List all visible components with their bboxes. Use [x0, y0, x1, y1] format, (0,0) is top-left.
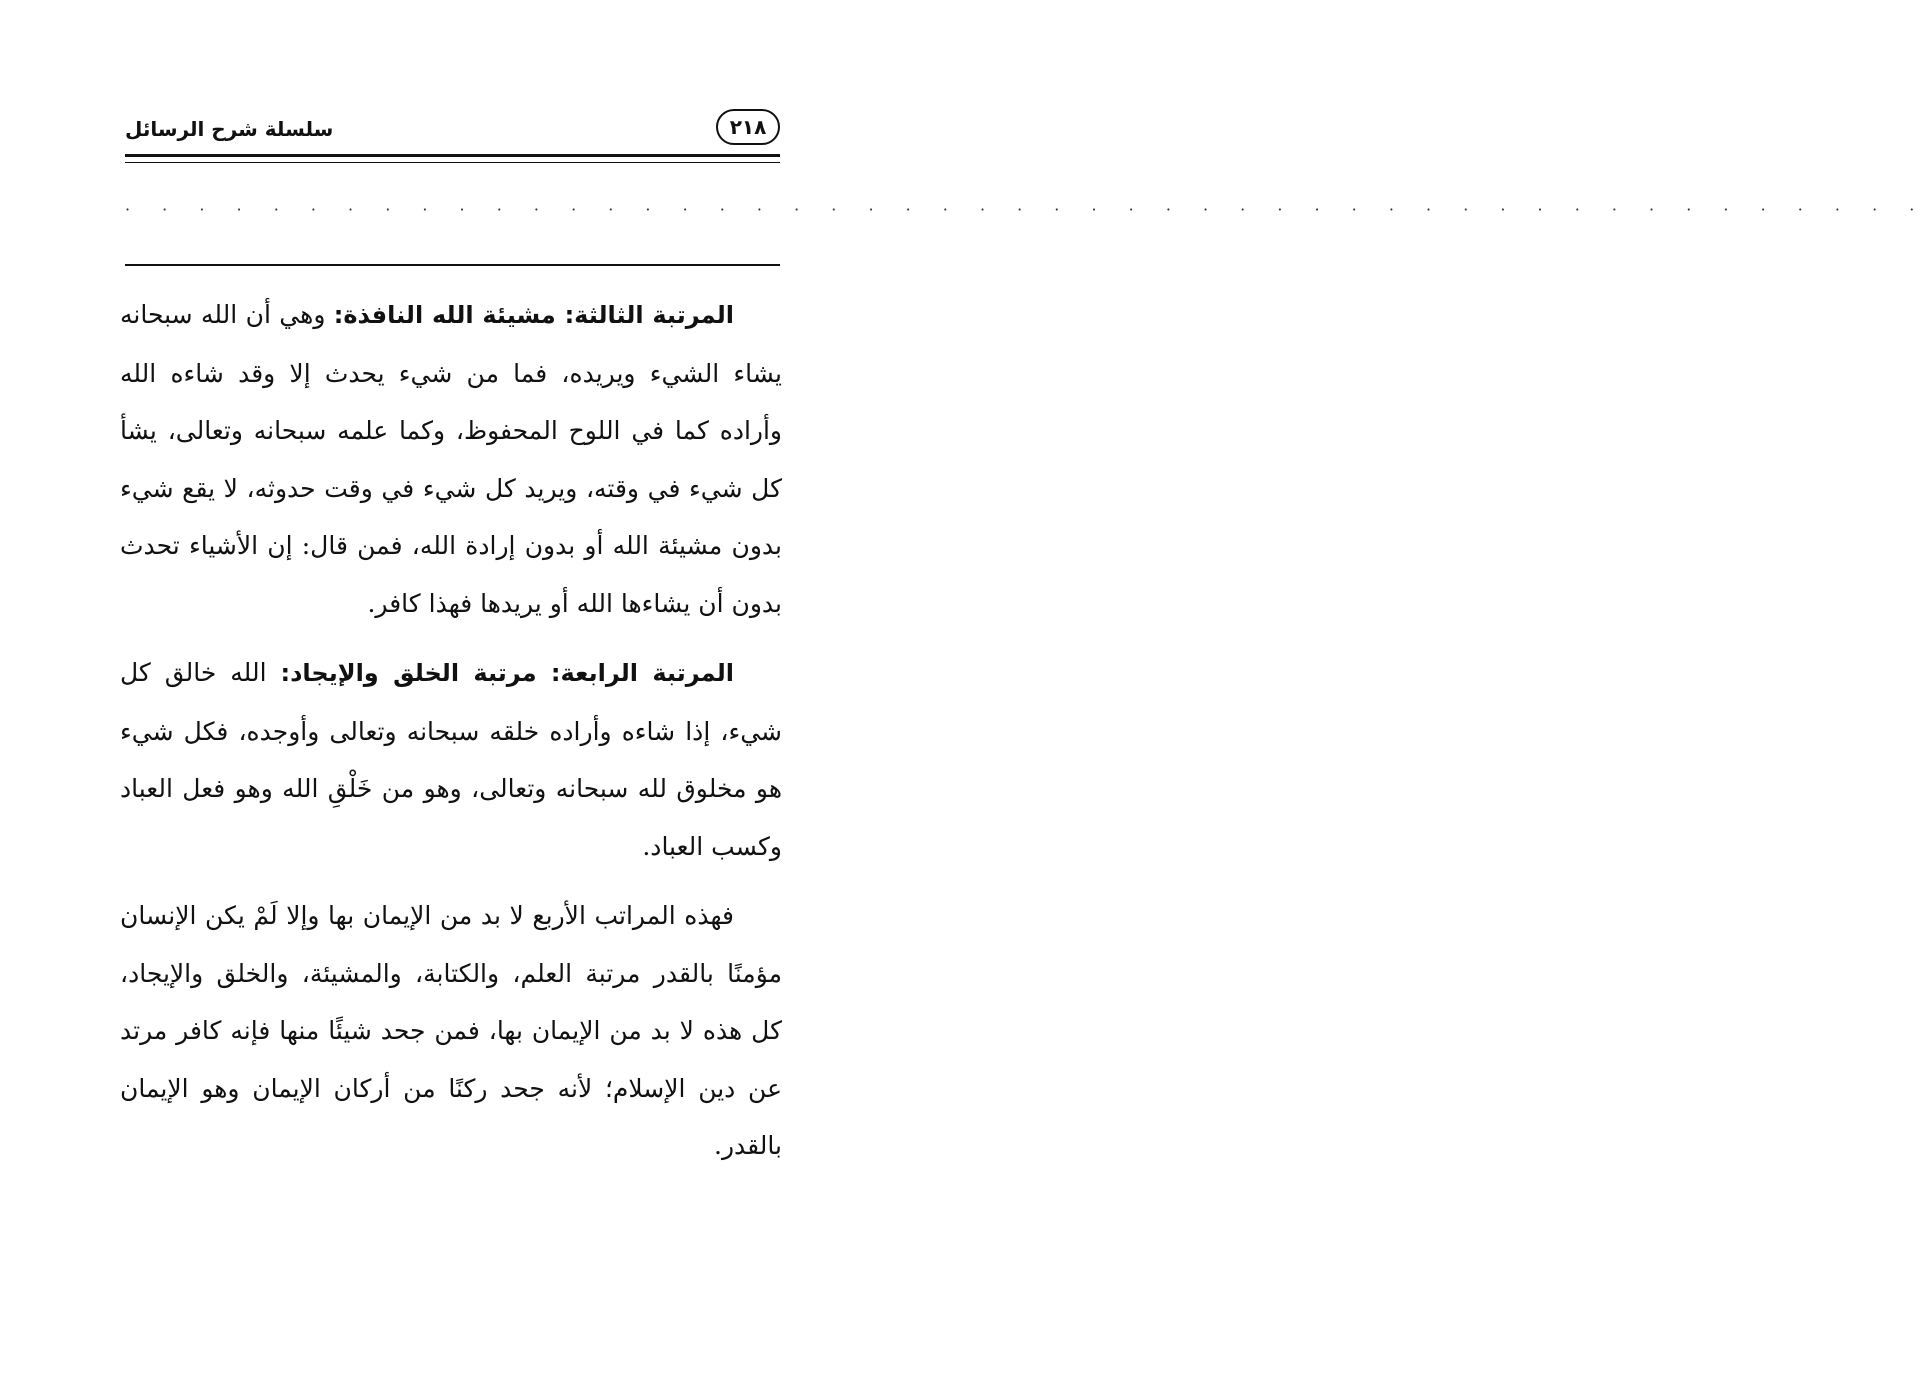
page-number-badge: ٢١٨: [716, 109, 780, 145]
series-title: سلسلة شرح الرسائل: [125, 117, 334, 141]
section-rule: [125, 264, 780, 266]
page-header: [125, 105, 780, 155]
paragraph-text: فهذه المراتب الأربع لا بد من الإيمان بها وإلا لَمْ يكن الإنسان مؤمنًا بالقدر مرتبة العلم، والكتابة، والمشيئة، والخلق والإيجاد، كل هذه لا بد من الإيمان بها، فمن جحد شيئًا منها فإنه كافر مرتد عن دين الإسلام؛ لأنه جحد ركنًا من أركان الإيمان وهو الإيمان بالقدر.: [120, 901, 782, 1160]
dotted-separator: · · · · · · · · · · · · · · · · · · · · · · · · · · · · · · · · · · · · · · · · · · · · · · · · ·: [125, 200, 1928, 219]
paragraph-heading: المرتبة الرابعة: مرتبة الخلق والإيجاد:: [280, 659, 734, 687]
paragraph-text: وهي أن الله سبحانه يشاء الشيء ويريده، فما من شيء يحدث إلا وقد شاءه الله وأراده كما في اللوح المحفوظ، وكما علمه سبحانه وتعالى، يشأ كل شيء في وقته، ويريد كل شيء في وقت حدوثه، لا يقع شيء بدون مشيئة الله أو بدون إرادة الله، فمن قال: إن الأشياء تحدث بدون أن يشاءها الله أو يريدها فهذا كافر.: [120, 300, 782, 618]
paragraph-fourth-level: [120, 644, 782, 875]
paragraph-text: الله خالق كل شيء، إذا شاءه وأراده خلقه سبحانه وتعالى وأوجده، فكل شيء هو مخلوق لله سبحانه وتعالى، وهو من خَلْقِ الله وهو فعل العباد وكسب العباد.: [120, 658, 782, 861]
paragraph-third-level: [120, 286, 782, 632]
header-rule-thin: [125, 162, 780, 163]
body-text: [120, 286, 782, 1187]
paragraph-heading: المرتبة الثالثة: مشيئة الله النافذة:: [333, 301, 734, 329]
paragraph-conclusion: [120, 887, 782, 1175]
header-rule-thick: [125, 154, 780, 157]
